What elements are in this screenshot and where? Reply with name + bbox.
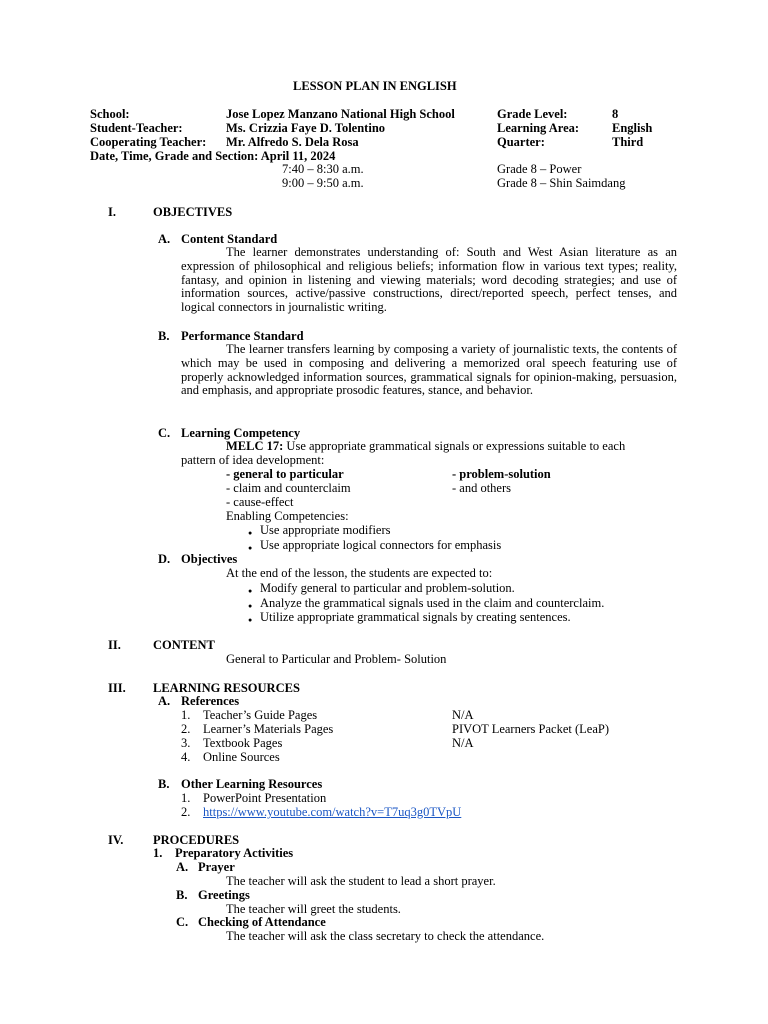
objectives-letter: D. [158,552,171,566]
time-slot-1: 7:40 – 8:30 a.m. [282,162,364,176]
content-standard-letter: A. [158,232,171,246]
student-teacher-label: Student-Teacher: [90,121,183,135]
learning-area-label: Learning Area: [497,121,580,135]
reference-number: 2. [181,722,191,736]
enabling-item: ● Use appropriate logical connectors for emphasis [260,538,501,552]
prayer-letter: A. [176,860,189,874]
performance-standard-letter: B. [158,329,170,343]
content-standard-text: The learner demonstrates understanding of: South and West Asian literature as an expression of philosophical and religious beliefs; information flow in various text types; reality, fantasy, and opinion in listening and viewing materials; word decoding strategies; and use of information sources, active/passive constructions, direct/reported speech, perfect tenses, and logical connectors in journalistic writing. [181,245,677,315]
school-value: Jose Lopez Manzano National High School [226,107,455,121]
quarter-label: Quarter: [497,135,545,149]
section-heading-resources: LEARNING RESOURCES [153,681,300,695]
references-letter: A. [158,694,171,708]
greetings-title: Greetings [198,888,250,902]
performance-standard-title: Performance Standard [181,329,304,343]
time-slot-2: 9:00 – 9:50 a.m. [282,176,364,190]
reference-number: 4. [181,750,191,764]
school-label: School: [90,107,130,121]
section-number-content: II. [108,638,121,652]
other-resource-number: 2. [181,805,191,819]
reference-label: Teacher’s Guide Pages [203,708,318,722]
objective-item: ● Modify general to particular and problem-solution. [260,581,515,595]
learning-area-value: English [612,121,653,135]
page-title: LESSON PLAN IN ENGLISH [293,79,457,93]
objective-item: ● Utilize appropriate grammatical signals by creating sentences. [260,610,571,624]
melc-text: Use appropriate grammatical signals or expressions suitable to each [283,439,626,453]
enabling-competencies-label: Enabling Competencies: [226,509,349,523]
section-number-objectives: I. [108,205,116,219]
reference-label: Textbook Pages [203,736,283,750]
section-heading-procedures: PROCEDURES [153,833,240,847]
reference-value: N/A [452,708,474,722]
melc-label: MELC 17: [226,439,284,453]
pattern-and-others: - and others [452,481,512,495]
pattern-problem-solution: - problem-solution [452,467,551,481]
section-1: Grade 8 – Power [497,162,582,176]
reference-number: 1. [181,708,191,722]
objectives-title: Objectives [181,552,238,566]
date-label: Date, Time, Grade and Section: April 11, 2024 [90,149,336,163]
prayer-text: The teacher will ask the student to lead a short prayer. [226,874,496,888]
learning-competency-letter: C. [158,426,171,440]
section-2: Grade 8 – Shin Saimdang [497,176,626,190]
section-number-resources: III. [108,681,126,695]
student-teacher-value: Ms. Crizzia Faye D. Tolentino [226,121,386,135]
other-resource-number: 1. [181,791,191,805]
enabling-item: ● Use appropriate modifiers [260,523,391,537]
grade-level-value: 8 [612,107,619,121]
content-text: General to Particular and Problem- Solution [226,652,447,666]
objective-item: ● Analyze the grammatical signals used in the claim and counterclaim. [260,596,604,610]
references-title: References [181,694,240,708]
reference-label: Learner’s Materials Pages [203,722,334,736]
attendance-title: Checking of Attendance [198,915,326,929]
grade-level-label: Grade Level: [497,107,568,121]
melc-text-continued: pattern of idea development: [181,453,325,467]
reference-label: Online Sources [203,750,280,764]
cooperating-teacher-value: Mr. Alfredo S. Dela Rosa [226,135,359,149]
other-resource-powerpoint: PowerPoint Presentation [203,791,327,805]
other-resources-title: Other Learning Resources [181,777,323,791]
greetings-letter: B. [176,888,188,902]
preparatory-title: Preparatory Activities [175,846,294,860]
reference-value: PIVOT Learners Packet (LeaP) [452,722,610,736]
greetings-text: The teacher will greet the students. [226,902,401,916]
section-heading-objectives: OBJECTIVES [153,205,233,219]
objectives-intro: At the end of the lesson, the students are expected to: [226,566,493,580]
other-resources-letter: B. [158,777,170,791]
attendance-text: The teacher will ask the class secretary to check the attendance. [226,929,545,943]
pattern-cause-effect: - cause-effect [226,495,294,509]
section-number-procedures: IV. [108,833,124,847]
pattern-general-to-particular: - general to particular [226,467,344,481]
quarter-value: Third [612,135,644,149]
content-standard-title: Content Standard [181,232,278,246]
preparatory-number: 1. [153,846,163,860]
learning-competency-title: Learning Competency [181,426,301,440]
section-heading-content: CONTENT [153,638,215,652]
reference-value: N/A [452,736,474,750]
cooperating-teacher-label: Cooperating Teacher: [90,135,207,149]
melc-line [226,439,677,453]
attendance-letter: C. [176,915,189,929]
pattern-claim-counterclaim: - claim and counterclaim [226,481,351,495]
youtube-link[interactable]: https://www.youtube.com/watch?v=T7uq3g0TVpU [203,805,462,819]
performance-standard-text: The learner transfers learning by composing a variety of journalistic texts, the contents of which may be used in composing and delivering a memorized oral speech featuring use of properly acknowledged information sources, grammatical signals for opinion-making, persuasion, and emphasis, and appropriate prosodic features, stance, and behavior. [181,342,677,398]
reference-number: 3. [181,736,191,750]
prayer-title: Prayer [198,860,235,874]
